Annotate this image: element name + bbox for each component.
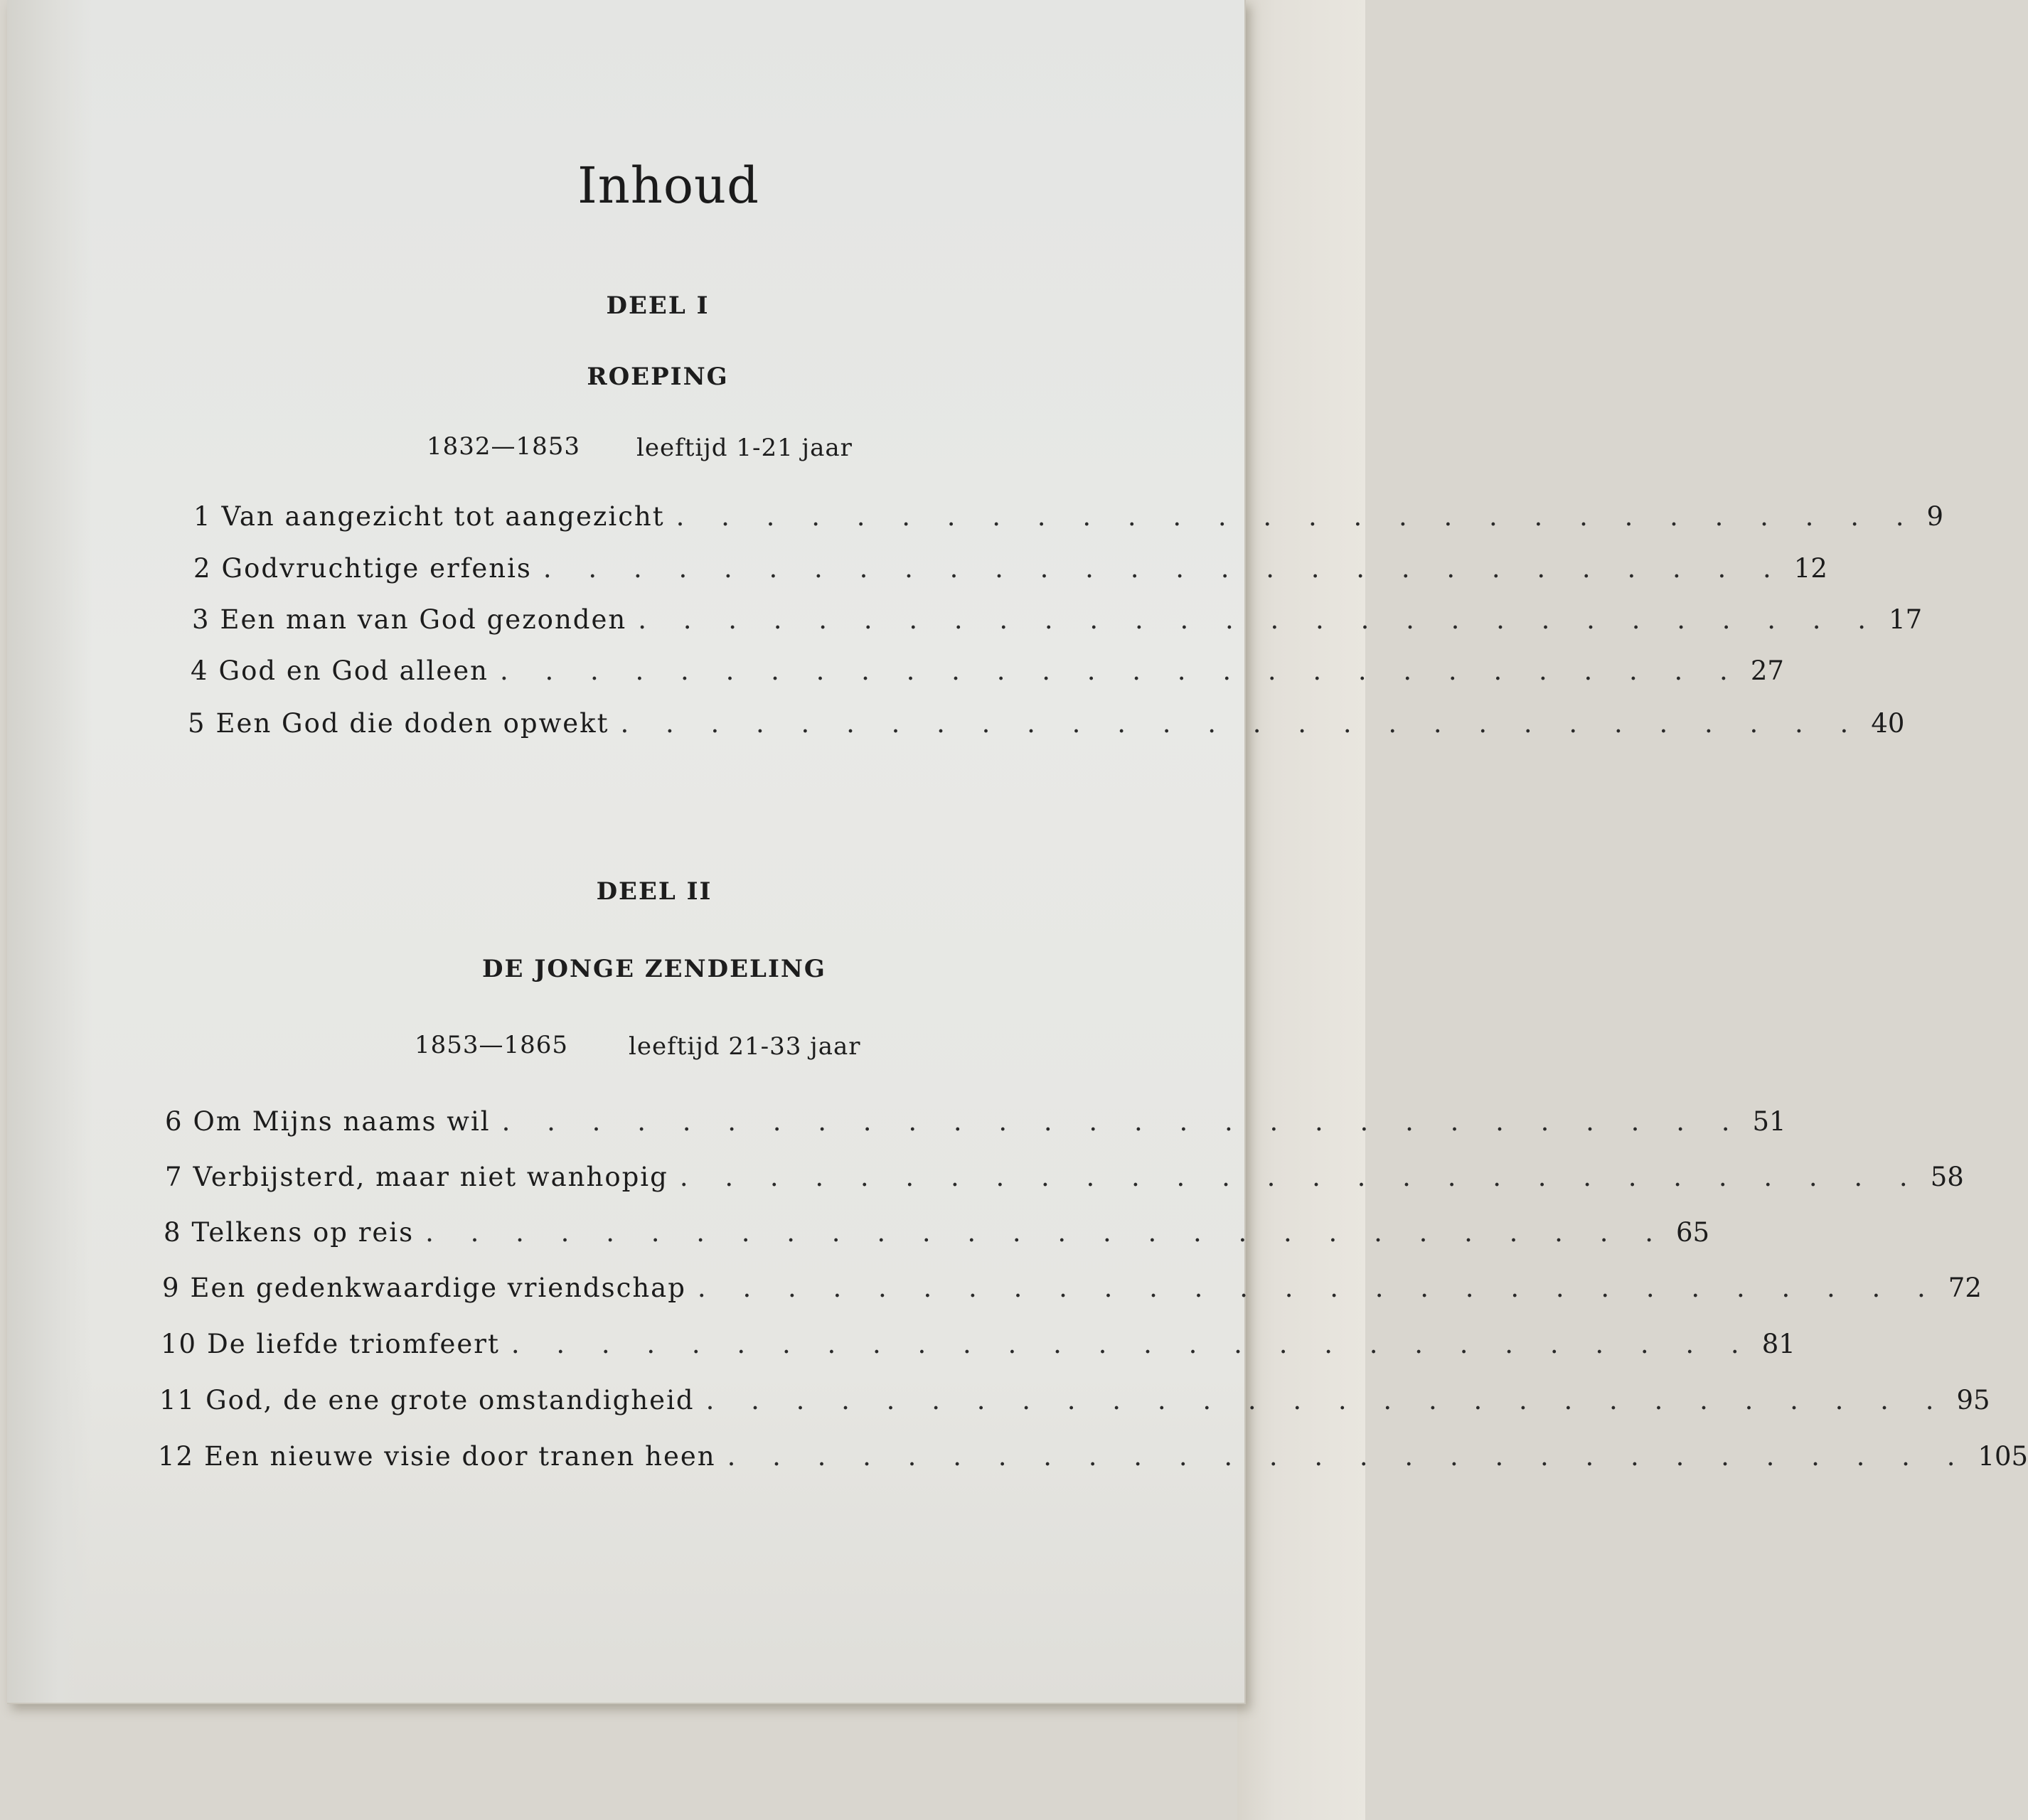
- toc-entry[interactable]: [165, 1106, 1786, 1137]
- book-page: [7, 0, 2028, 1704]
- part-2-label: DEEL II: [596, 877, 713, 906]
- dot-leader: . . . . . . . . . . . . . . . . . . . . . . . . . . . .: [499, 655, 1742, 686]
- chapter-page: 17: [1889, 604, 1923, 635]
- toc-entry[interactable]: [161, 1329, 1795, 1359]
- chapter-title: Een gedenkwaardige vriendschap: [190, 1273, 686, 1303]
- chapter-page: 95: [1956, 1385, 1990, 1415]
- chapter-number: 10: [161, 1329, 198, 1359]
- dot-leader: . . . . . . . . . . . . . . . . . . . . . . . . . . . .: [543, 553, 1786, 584]
- toc-entry[interactable]: [158, 1441, 2028, 1472]
- part-1-years: 1832—1853: [427, 432, 581, 461]
- chapter-number: 2: [193, 553, 212, 584]
- chapter-page: 105: [1978, 1441, 2028, 1472]
- page-binding-shadow: [7, 0, 92, 1703]
- toc-entry[interactable]: [192, 604, 1923, 635]
- chapter-title: God, de ene grote omstandigheid: [206, 1385, 695, 1415]
- dot-leader: . . . . . . . . . . . . . . . . . . . . . . . . . . . .: [679, 1162, 1922, 1192]
- chapter-number: 7: [165, 1162, 183, 1192]
- chapter-title: Een God die doden opwekt: [215, 708, 609, 739]
- toc-entry[interactable]: [162, 1273, 1982, 1303]
- chapter-title: Verbijsterd, maar niet wanhopig: [193, 1162, 668, 1192]
- chapter-page: 12: [1793, 553, 1827, 584]
- part-2-years: 1853—1865: [415, 1031, 569, 1059]
- part-1-name: ROEPING: [587, 363, 729, 391]
- chapter-title: Een man van God gezonden: [220, 604, 627, 635]
- chapter-title: Om Mijns naams wil: [193, 1106, 491, 1137]
- chapter-number: 1: [193, 501, 212, 532]
- chapter-page: 58: [1930, 1162, 1964, 1192]
- chapter-title: Een nieuwe visie door tranen heen: [204, 1441, 716, 1472]
- dot-leader: . . . . . . . . . . . . . . . . . . . . . . . . . . . .: [511, 1329, 1754, 1359]
- part-2-age: leeftijd 21-33 jaar: [629, 1032, 861, 1061]
- toc-entry[interactable]: [165, 1162, 1964, 1192]
- chapter-title: God en God alleen: [218, 655, 489, 686]
- toc-entry[interactable]: [191, 655, 1784, 686]
- part-2-name: DE JONGE ZENDELING: [482, 955, 826, 983]
- chapter-page: 27: [1750, 655, 1784, 686]
- chapter-number: 6: [165, 1106, 183, 1137]
- toc-entry[interactable]: [164, 1217, 1710, 1248]
- dot-leader: . . . . . . . . . . . . . . . . . . . . . . . . . . . .: [638, 604, 1881, 635]
- chapter-title: Van aangezicht tot aangezicht: [221, 501, 665, 532]
- page-title: Inhoud: [577, 156, 759, 215]
- dot-leader: . . . . . . . . . . . . . . . . . . . . . . . . . . . .: [676, 501, 1918, 532]
- toc-entry[interactable]: [193, 553, 1827, 584]
- dot-leader: . . . . . . . . . . . . . . . . . . . . . . . . . . . .: [501, 1106, 1744, 1137]
- dot-leader: . . . . . . . . . . . . . . . . . . . . . . . . . . . .: [697, 1273, 1940, 1303]
- chapter-page: 72: [1948, 1273, 1982, 1303]
- chapter-page: 65: [1675, 1217, 1710, 1248]
- chapter-number: 12: [158, 1441, 195, 1472]
- chapter-title: De liefde triomfeert: [207, 1329, 500, 1359]
- toc-entry[interactable]: [188, 708, 1905, 739]
- chapter-number: 4: [191, 655, 209, 686]
- chapter-page: 51: [1752, 1106, 1786, 1137]
- background-surface: [1237, 0, 1365, 1820]
- dot-leader: . . . . . . . . . . . . . . . . . . . . . . . . . . . .: [705, 1385, 1948, 1415]
- chapter-number: 3: [192, 604, 210, 635]
- chapter-page: 9: [1926, 501, 1944, 532]
- chapter-page: 81: [1761, 1329, 1795, 1359]
- chapter-number: 5: [188, 708, 206, 739]
- chapter-title: Telkens op reis: [191, 1217, 415, 1248]
- part-1-age: leeftijd 1-21 jaar: [636, 434, 853, 462]
- toc-entry[interactable]: [159, 1385, 1990, 1415]
- chapter-title: Godvruchtige erfenis: [221, 553, 532, 584]
- chapter-page: 40: [1871, 708, 1905, 739]
- chapter-number: 11: [159, 1385, 196, 1415]
- part-1-label: DEEL I: [606, 291, 710, 320]
- dot-leader: . . . . . . . . . . . . . . . . . . . . . . . . . . . .: [425, 1217, 1667, 1248]
- chapter-number: 9: [162, 1273, 181, 1303]
- dot-leader: . . . . . . . . . . . . . . . . . . . . . . . . . . . .: [620, 708, 1863, 739]
- chapter-number: 8: [164, 1217, 182, 1248]
- toc-entry[interactable]: [193, 501, 1944, 532]
- dot-leader: . . . . . . . . . . . . . . . . . . . . . . . . . . . .: [727, 1441, 1970, 1472]
